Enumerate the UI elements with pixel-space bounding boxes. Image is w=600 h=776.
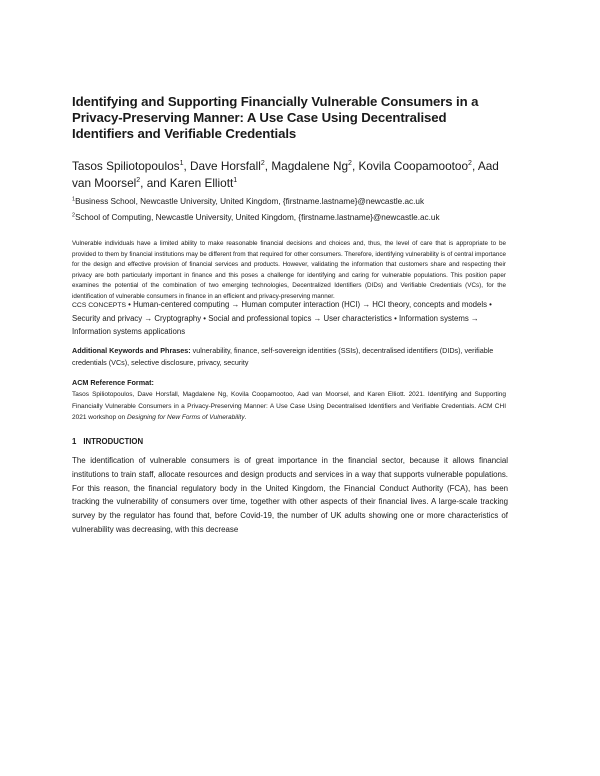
author-name: Aad van Moorsel bbox=[72, 159, 499, 190]
author-affiliation-mark: 1 bbox=[233, 177, 238, 185]
paper-title: Identifying and Supporting Financially Vulnerable Consumers in a Privacy-Preserving Manner: A Use Case Using Decentralised Identifiers and Verifiable Credentials bbox=[72, 94, 479, 141]
author-affiliation-mark: 2 bbox=[348, 160, 352, 168]
affiliation-mark: 1 bbox=[72, 196, 76, 203]
introduction-body: The identification of vulnerable consumers is of great importance in the financial sector, because it allows financial institutions to train staff, allocate resources and design products and services in a way that supports vulnerable populations. For this reason, the financial regulatory body in the United Kingdom, the Financial Conduct Authority (FCA), has been tracking the vulnerability of consumers over time, together with other aspects of their financial lives. A large-scale tracking survey by the regulator has found that, before Covid-19, the number of UK adults showing one or more characteristics of vulnerability was decreasing, with this decrease bbox=[72, 456, 508, 534]
ccs-text: • Human-centered computing → Human computer interaction (HCI) → HCI theory, concepts and models • Security and privacy → Cryptography • Social and professional topics → User characteristics • Information systems → Information systems applications bbox=[72, 300, 492, 336]
author-affiliation-mark: 2 bbox=[136, 177, 141, 185]
author-affiliation-mark: 1 bbox=[179, 160, 184, 168]
affiliation-1 bbox=[72, 196, 502, 208]
affiliation-text: School of Computing, Newcastle University, United Kingdom, {firstname.lastname}@newcastle.ac.uk bbox=[75, 213, 440, 222]
affiliation-mark: 2 bbox=[72, 212, 76, 219]
author-affiliation-mark: 2 bbox=[468, 160, 472, 168]
reference-end: . bbox=[244, 414, 247, 422]
section-title: INTRODUCTION bbox=[83, 437, 144, 446]
author-separator: , bbox=[351, 159, 359, 173]
keywords bbox=[72, 345, 508, 369]
author-name: Kovila Coopamootoo bbox=[358, 159, 469, 173]
keywords-label: Additional Keywords and Phrases: bbox=[72, 346, 191, 355]
abstract: Vulnerable individuals have a limited ability to make reasonable financial decisions and choices and, thus, the level of care that is appropriate to be provided to them by financial institutions may be different from that required for other consumers. Therefore, identifying vulnerability is of central importance for the design and effective provision of financial services and products. However, validating the information that customers share and respecting their privacy are both particularly important in finance and this poses a challenge for identifying and caring for vulnerable populations. This position paper examines the potential of the combination of two emerging technologies, Decentralized Identifiers (DIDs) and Verifiable Credentials (VCs), for the identification of vulnerable consumers in finance in an efficient and privacy-preserving manner. bbox=[72, 240, 506, 300]
author-name: Tasos Spiliotopoulos bbox=[72, 159, 180, 173]
affiliation-text: Business School, Newcastle University, United Kingdom, {firstname.lastname}@newcastle.ac.uk bbox=[75, 197, 425, 206]
affiliation-2 bbox=[72, 212, 502, 224]
keywords-text: vulnerability, finance, self-sovereign identities (SSIs), decentralised identifiers (DIDs), verifiable credentials (VCs), selective disclosure, privacy, security bbox=[72, 346, 494, 367]
author-name: Karen Elliott bbox=[169, 176, 234, 190]
author-separator: , and bbox=[140, 176, 170, 190]
author-list bbox=[72, 158, 512, 192]
author-name: Dave Horsfall bbox=[190, 159, 261, 173]
section-number: 1 bbox=[72, 437, 77, 446]
author-separator: , bbox=[183, 159, 191, 173]
reference-heading: ACM Reference Format: bbox=[72, 378, 154, 387]
author-affiliation-mark: 2 bbox=[260, 160, 265, 168]
ccs-label: CCS CONCEPTS bbox=[72, 302, 127, 309]
reference-venue: Designing for New Forms of Vulnerability bbox=[126, 414, 245, 422]
author-separator: , bbox=[471, 159, 478, 173]
section-heading bbox=[72, 436, 502, 448]
ccs-concepts bbox=[72, 298, 508, 338]
reference-format bbox=[72, 389, 506, 424]
author-separator: , bbox=[264, 159, 272, 173]
reference-text: Tasos Spiliotopoulos, Dave Horsfall, Magdalene Ng, Kovila Coopamootoo, Aad van Moorsel, and Karen Elliott. 2021. Identifying and Supporting Financially Vulnerable Consumers in a Privacy-Preserving Manner: A Use Case Using Decentralised Identifiers and Verifiable Credentials. ACM CHI 2021 workshop on bbox=[72, 391, 506, 422]
author-name: Magdalene Ng bbox=[271, 159, 349, 173]
